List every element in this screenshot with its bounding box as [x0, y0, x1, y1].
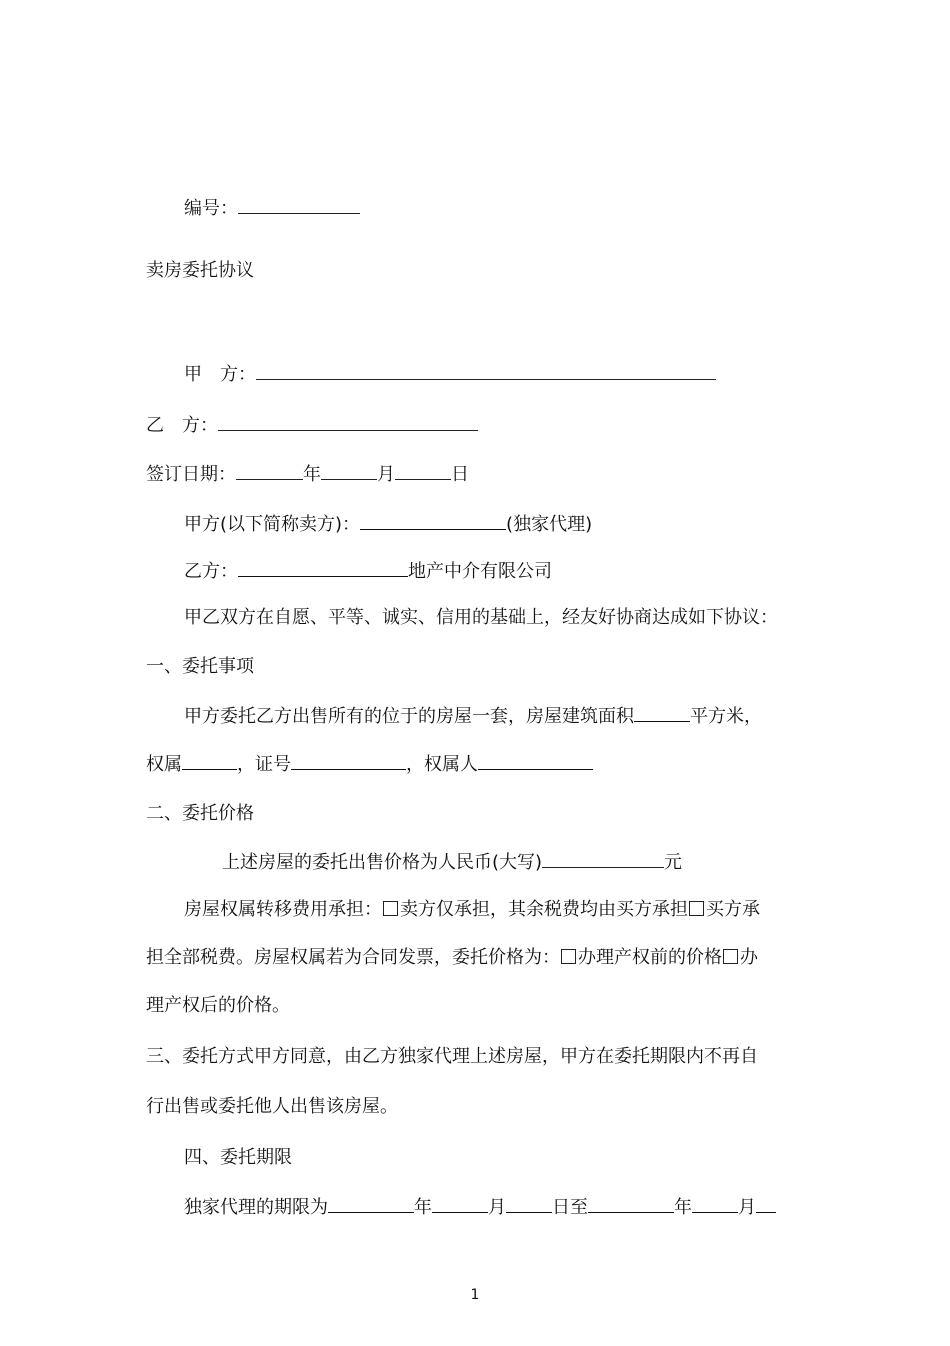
- sign-date-line: [146, 461, 469, 487]
- before-title-text: 办理产权前的价格: [578, 947, 722, 968]
- agent-line: [184, 558, 552, 584]
- agent-label: 乙方：: [184, 561, 238, 582]
- period-end-year-blank: [588, 1194, 674, 1213]
- period-start-month-blank: [432, 1194, 488, 1213]
- section-2-fee-line-2: [146, 946, 758, 970]
- section-4-title: 四、委托期限: [184, 1147, 292, 1168]
- sign-month-label: 月: [377, 464, 395, 485]
- doc-title: 卖房委托协议: [146, 260, 254, 281]
- period-end-day-blank: [756, 1194, 776, 1213]
- section-2-fee-line-1: [184, 898, 760, 922]
- period-end-year-label: 年: [674, 1197, 692, 1218]
- section-4-period-line: [184, 1194, 776, 1220]
- section-2-title: 二、委托价格: [146, 803, 254, 824]
- agent-company-suffix: 地产中介有限公司: [408, 561, 552, 582]
- section-3-line-1: 三、委托方式甲方同意，由乙方独家代理上述房屋，甲方在委托期限内不再自: [146, 1046, 758, 1067]
- sign-date-label: 签订日期：: [146, 464, 236, 485]
- section-1-title: 一、委托事项: [146, 656, 254, 677]
- section-1-line-1: [184, 703, 762, 729]
- section-3-line-2: 行出售或委托他人出售该房屋。: [146, 1096, 398, 1117]
- after-title-text-start: 办: [740, 947, 758, 968]
- price-blank: [542, 849, 664, 868]
- doc-number-line: [184, 195, 360, 221]
- agent-blank: [238, 558, 408, 577]
- s1-text-b: 平方米，: [690, 706, 762, 727]
- sign-day-blank: [395, 461, 451, 480]
- seller-bears-checkbox[interactable]: [383, 901, 398, 916]
- period-label: 独家代理的期限为: [184, 1197, 328, 1218]
- intro-paragraph: 甲乙双方在自愿、平等、诚实、信用的基础上，经友好协商达成如下协议：: [184, 607, 778, 628]
- buyer-bears-checkbox[interactable]: [689, 901, 704, 916]
- period-start-day-blank: [506, 1194, 552, 1213]
- party-a-blank: [256, 361, 716, 380]
- seller-label: 甲方(以下简称卖方)：: [184, 514, 361, 535]
- party-b-line: [146, 412, 478, 438]
- sign-year-label: 年: [303, 464, 321, 485]
- seller-blank: [360, 511, 506, 530]
- price-label: 上述房屋的委托出售价格为人民币(大写): [222, 852, 543, 873]
- seller-line: [184, 511, 592, 537]
- price-unit: 元: [664, 852, 683, 873]
- party-a-line: [184, 361, 716, 387]
- owner-label: ，权属人: [406, 754, 478, 775]
- seller-bears-text: 卖方仅承担，其余税费均由买方承担: [400, 899, 688, 920]
- s1-text-a: 甲方委托乙方出售所有的位于的房屋一套，房屋建筑面积: [184, 706, 634, 727]
- section-1-line-2: [146, 751, 593, 777]
- buyer-bears-text: 买方承: [706, 899, 760, 920]
- period-start-year-label: 年: [414, 1197, 432, 1218]
- cert-number-blank: [291, 751, 406, 770]
- party-b-label: 乙 方：: [146, 415, 218, 436]
- sign-month-blank: [321, 461, 377, 480]
- cert-number-label: ，证号: [237, 754, 291, 775]
- period-start-month-label: 月: [488, 1197, 506, 1218]
- ownership-blank: [182, 751, 237, 770]
- doc-number-label: 编号：: [184, 198, 238, 219]
- party-b-blank: [218, 412, 478, 431]
- before-title-checkbox[interactable]: [561, 949, 576, 964]
- section-2-price-line: [222, 849, 682, 875]
- period-end-month-blank: [692, 1194, 738, 1213]
- section-2-fee-line-3: 理产权后的价格。: [146, 995, 290, 1016]
- page-number: 1: [470, 1287, 480, 1303]
- ownership-label: 权属: [146, 754, 182, 775]
- period-start-day-label: 日至: [552, 1197, 588, 1218]
- after-title-checkbox[interactable]: [723, 949, 738, 964]
- sign-year-blank: [236, 461, 303, 480]
- party-a-label: 甲 方：: [184, 364, 256, 385]
- period-end-month-label: 月: [738, 1197, 756, 1218]
- sign-day-label: 日: [451, 464, 469, 485]
- doc-number-blank: [238, 195, 360, 214]
- owner-blank: [478, 751, 593, 770]
- area-blank: [634, 703, 690, 722]
- exclusive-agent-text: (独家代理): [506, 514, 593, 535]
- invoice-text: 担全部税费。房屋权属若为合同发票，委托价格为：: [146, 947, 560, 968]
- period-start-year-blank: [328, 1194, 414, 1213]
- fee-label: 房屋权属转移费用承担：: [184, 899, 382, 920]
